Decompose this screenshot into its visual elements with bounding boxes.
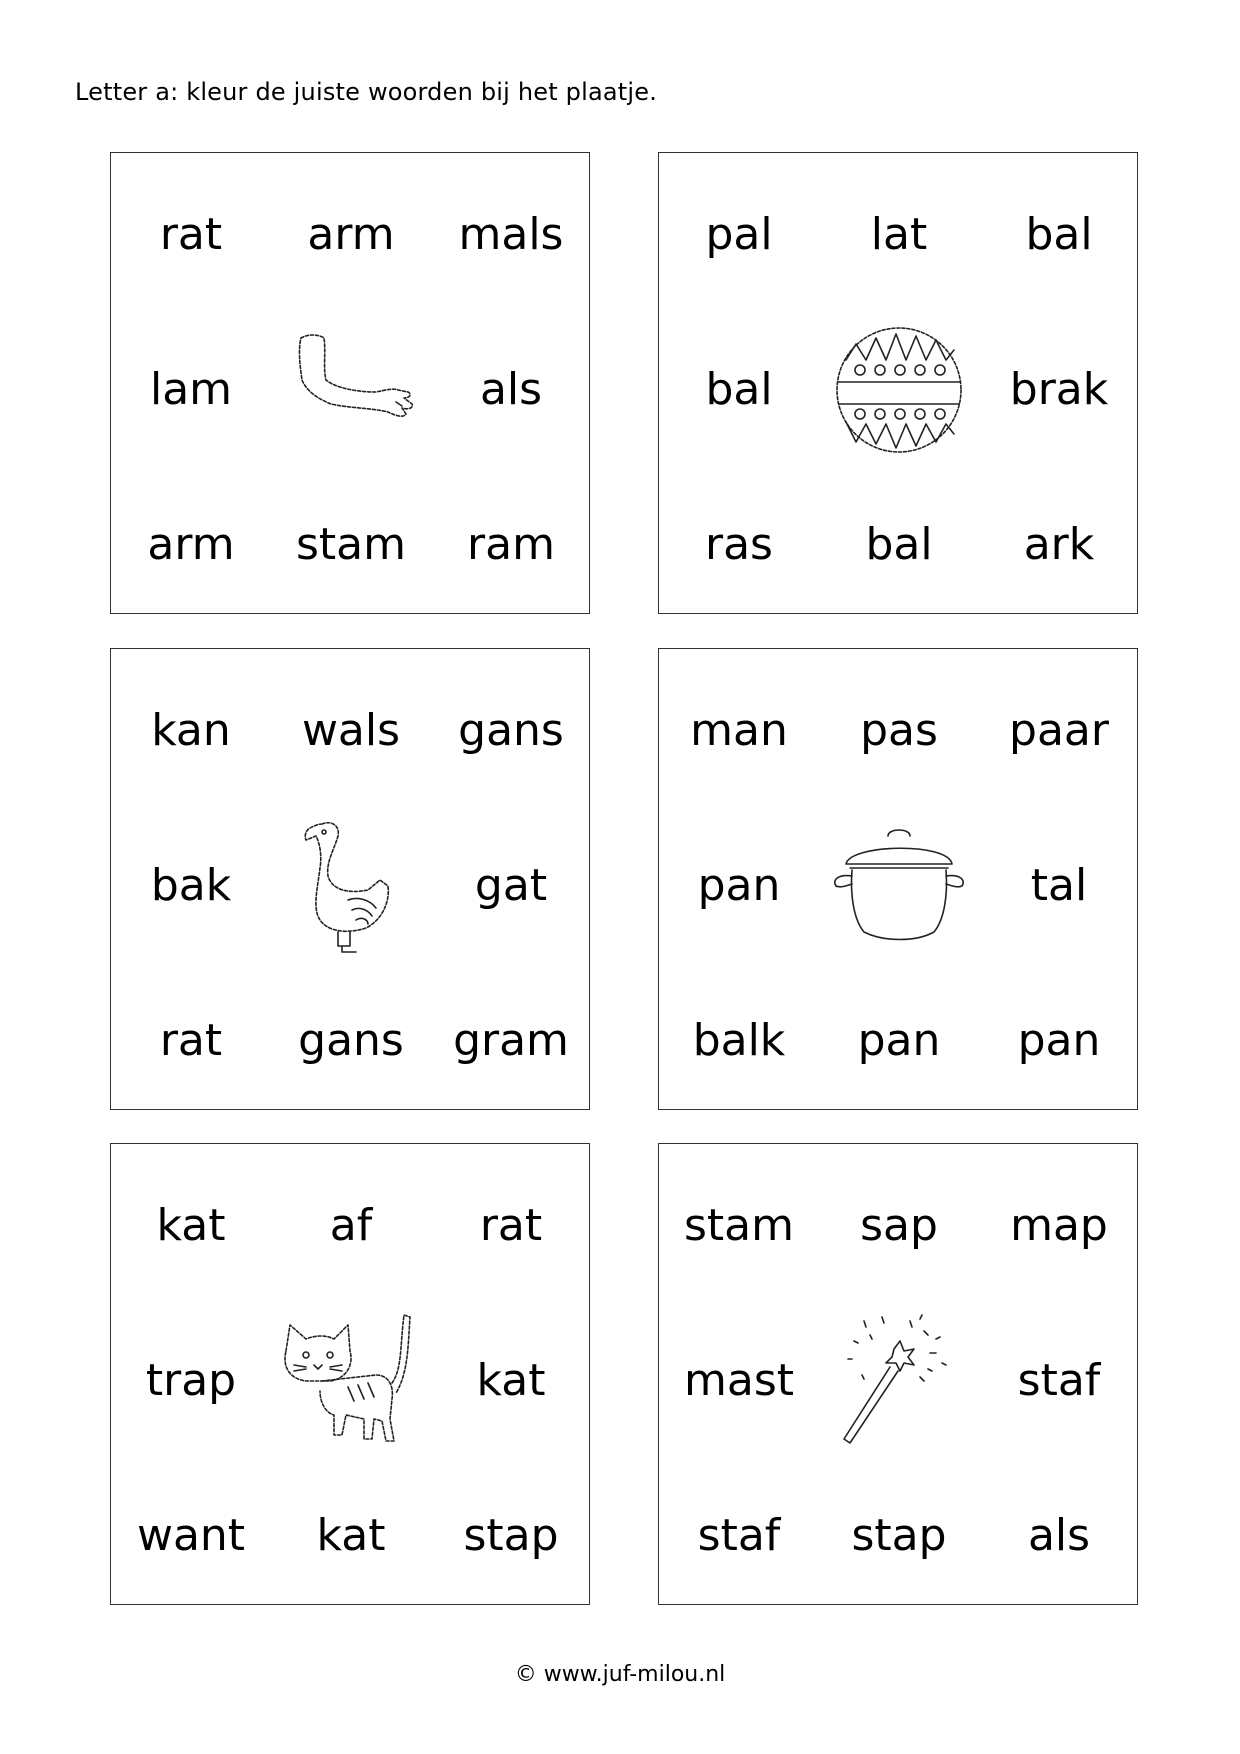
word-option[interactable]: pan — [697, 860, 781, 911]
word-option[interactable]: brak — [1009, 364, 1109, 415]
word-option[interactable]: pal — [705, 209, 773, 260]
word-card-pan — [658, 648, 1138, 1110]
word-option[interactable]: mast — [684, 1355, 794, 1406]
word-option[interactable]: arm — [147, 519, 235, 570]
word-card-ball — [658, 152, 1138, 614]
word-option[interactable]: gans — [298, 1015, 404, 1066]
word-option[interactable]: rat — [159, 1015, 223, 1066]
word-option[interactable]: sap — [860, 1200, 938, 1251]
pan-picture — [824, 816, 974, 956]
word-option[interactable]: man — [690, 705, 788, 756]
word-option[interactable]: kat — [476, 1355, 546, 1406]
word-option[interactable]: staf — [697, 1510, 781, 1561]
word-option[interactable]: staf — [1017, 1355, 1101, 1406]
word-option[interactable]: tal — [1030, 860, 1088, 911]
word-option[interactable]: als — [1027, 1510, 1091, 1561]
word-option[interactable]: bal — [1025, 209, 1093, 260]
word-option[interactable]: kat — [316, 1510, 386, 1561]
word-option[interactable]: gans — [458, 705, 564, 756]
magic-wand-picture — [824, 1311, 974, 1451]
word-option[interactable]: rat — [159, 209, 223, 260]
arm-picture — [276, 320, 426, 460]
word-option[interactable]: pas — [860, 705, 938, 756]
copyright-footer: © www.juf-milou.nl — [514, 1662, 726, 1687]
ball-picture — [824, 320, 974, 460]
goose-picture — [276, 816, 426, 956]
word-option[interactable]: als — [479, 364, 543, 415]
word-option[interactable]: stap — [463, 1510, 559, 1561]
word-option[interactable]: bal — [705, 364, 773, 415]
word-option[interactable]: pan — [1017, 1015, 1101, 1066]
word-option[interactable]: kan — [151, 705, 231, 756]
word-card-goose — [110, 648, 590, 1110]
word-option[interactable]: mals — [458, 209, 564, 260]
word-option[interactable]: arm — [307, 209, 395, 260]
word-option[interactable]: stap — [851, 1510, 947, 1561]
word-card-magic-wand — [658, 1143, 1138, 1605]
word-option[interactable]: gat — [474, 860, 548, 911]
word-option[interactable]: stam — [296, 519, 406, 570]
word-option[interactable]: map — [1010, 1200, 1108, 1251]
word-option[interactable]: pan — [857, 1015, 941, 1066]
word-card-arm — [110, 152, 590, 614]
word-option[interactable]: ras — [705, 519, 773, 570]
word-option[interactable]: rat — [479, 1200, 543, 1251]
word-option[interactable]: af — [329, 1200, 373, 1251]
word-option[interactable]: want — [136, 1510, 246, 1561]
word-card-cat — [110, 1143, 590, 1605]
word-option[interactable]: paar — [1009, 705, 1109, 756]
word-option[interactable]: balk — [692, 1015, 786, 1066]
word-option[interactable]: kat — [156, 1200, 226, 1251]
word-option[interactable]: gram — [453, 1015, 569, 1066]
word-option[interactable]: ark — [1023, 519, 1095, 570]
cat-picture — [276, 1311, 426, 1451]
word-option[interactable]: bak — [150, 860, 232, 911]
word-option[interactable]: stam — [684, 1200, 794, 1251]
word-option[interactable]: wals — [301, 705, 401, 756]
word-option[interactable]: trap — [145, 1355, 237, 1406]
word-option[interactable]: bal — [865, 519, 933, 570]
word-option[interactable]: lat — [870, 209, 928, 260]
word-option[interactable]: lam — [149, 364, 233, 415]
instruction-text: Letter a: kleur de juiste woorden bij het plaatje. — [75, 78, 658, 106]
word-option[interactable]: ram — [467, 519, 555, 570]
